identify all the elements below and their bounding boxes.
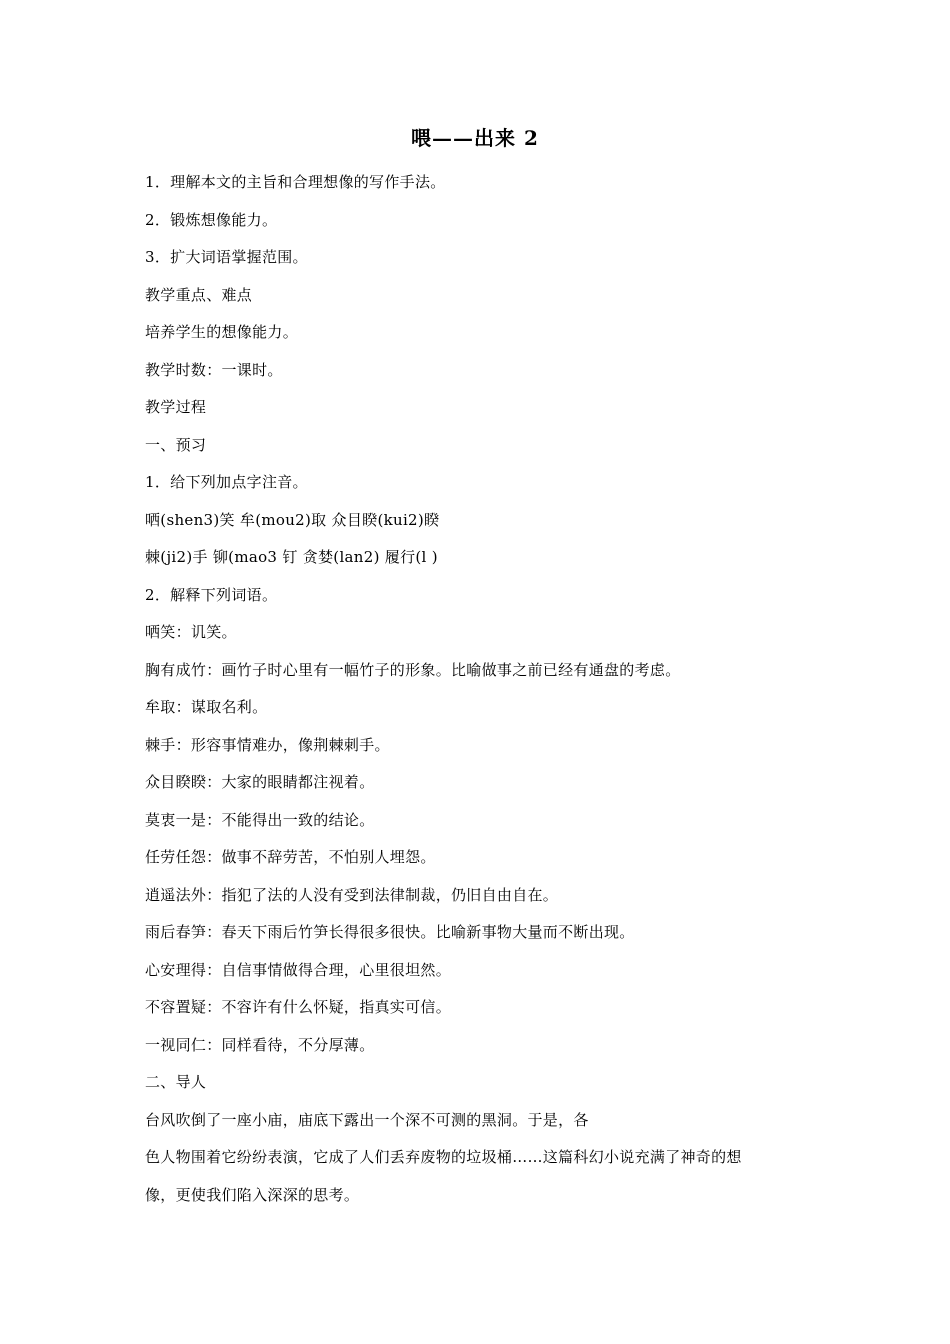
section-heading: 二、导人 — [145, 1073, 207, 1091]
paragraph-line: 台风吹倒了一座小庙，庙底下露出一个深不可测的黑洞。于是，各 — [145, 1110, 589, 1129]
section-heading: 一、预习 — [145, 435, 207, 454]
objective-line: 3．扩大词语掌握范围。 — [145, 248, 308, 266]
definition-line: 棘手：形容事情难办，像荆棘刺手。 — [145, 735, 390, 754]
objective-line: 2．锻炼想像能力。 — [145, 210, 278, 229]
definition-line: 逍遥法外：指犯了法的人没有受到法律制裁，仍旧自由自在。 — [145, 885, 559, 904]
paragraph-line: 像，更使我们陷入深深的思考。 — [145, 1185, 360, 1204]
pinyin-line: 棘(ji2)手 铆(mao3 钉 贪婪(lan2) 履行(l ) — [145, 548, 438, 566]
definition-line: 牟取：谋取名利。 — [145, 698, 268, 716]
definition-line: 众目睽睽：大家的眼睛都注视着。 — [145, 773, 375, 791]
paragraph: 培养学生的想像能力。 — [145, 323, 299, 341]
section-heading: 教学过程 — [145, 398, 207, 416]
definition-line: 雨后春笋：春天下雨后竹笋长得很多很快。比喻新事物大量而不断出现。 — [145, 923, 635, 941]
section-heading: 教学重点、难点 — [145, 285, 253, 304]
definition-line: 哂笑：讥笑。 — [145, 623, 237, 641]
definition-line: 胸有成竹：画竹子时心里有一幅竹子的形象。比喻做事之前已经有通盘的考虑。 — [145, 660, 681, 679]
paragraph: 教学时数：一课时。 — [145, 360, 283, 379]
exercise-line: 1．给下列加点字注音。 — [145, 473, 308, 491]
definition-line: 不容置疑：不容许有什么怀疑，指真实可信。 — [145, 998, 452, 1016]
exercise-line: 2．解释下列词语。 — [145, 585, 278, 604]
definition-line: 心安理得：自信事情做得合理，心里很坦然。 — [145, 960, 452, 979]
document-body — [145, 172, 805, 1222]
definition-line: 莫衷一是：不能得出一致的结论。 — [145, 810, 375, 829]
pinyin-line: 哂(shen3)笑 牟(mou2)取 众目睽(kui2)睽 — [145, 510, 440, 529]
definition-line: 任劳任怨：做事不辞劳苦，不怕别人埋怨。 — [145, 848, 436, 866]
definition-line: 一视同仁：同样看待，不分厚薄。 — [145, 1035, 375, 1054]
objective-line: 1．理解本文的主旨和合理想像的写作手法。 — [145, 173, 446, 191]
document-title: 喂——出来 2 — [411, 126, 539, 150]
paragraph-line: 色人物围着它纷纷表演，它成了人们丢弃废物的垃圾桶……这篇科幻小说充满了神奇的想 — [145, 1148, 742, 1166]
